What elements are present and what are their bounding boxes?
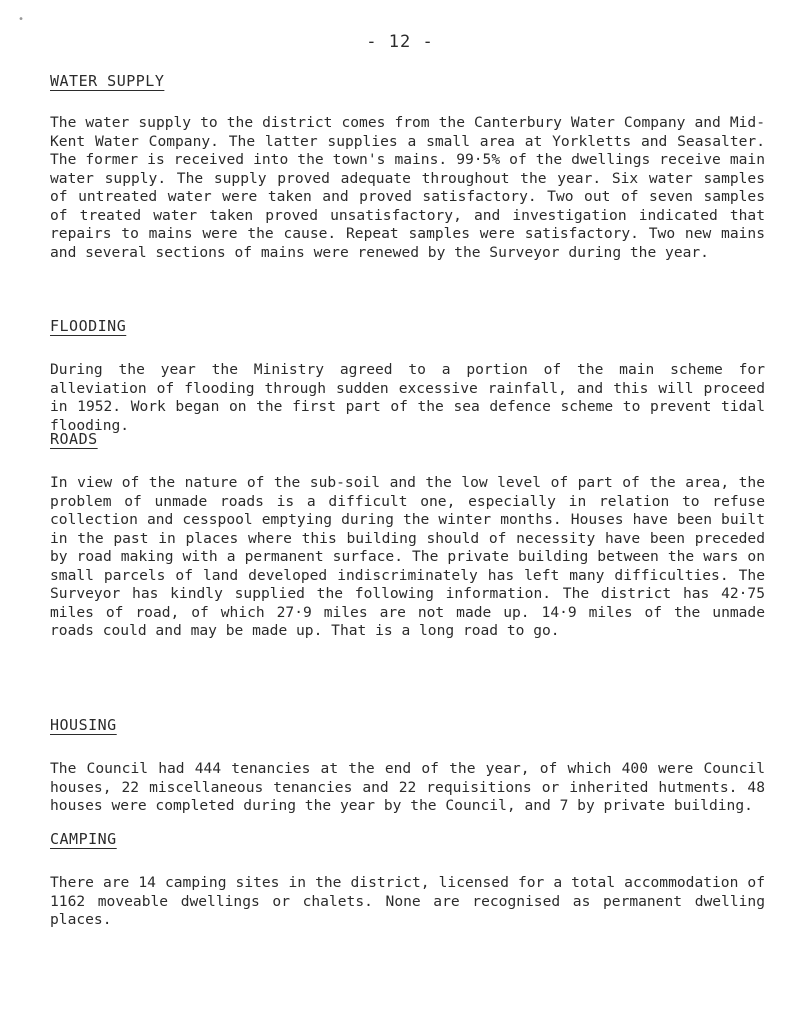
paragraph-flooding: During the year the Ministry agreed to a portion of the main scheme for alleviation of flooding through sudden excessive rainfall, and this will proceed in 1952. Work began on the first part of the sea defence scheme to prevent tidal flooding. (50, 361, 765, 434)
section-water-supply (50, 72, 765, 262)
section-camping (50, 830, 765, 930)
heading-water-supply: WATER SUPPLY (50, 72, 165, 90)
paragraph-roads: In view of the nature of the sub-soil and the low level of part of the area, the problem of unmade roads is a difficult one, especially in relation to refuse collection and cesspool emptying during the winter months. Houses have been built in the past in places where this building should of necessity have been preceded by road making with a permanent surface. The private building between the wars on small parcels of land developed indiscriminately has left many difficulties. The Surveyor has kindly supplied the following information. The district has 42·75 miles of road, of which 27·9 miles are not made up. 14·9 miles of the unmade roads could and may be made up. That is a long road to go. (50, 474, 765, 639)
paragraph-housing: The Council had 444 tenancies at the end of the year, of which 400 were Council houses, 22 miscellaneous tenancies and 22 requisitions or inherited hutments. 48 houses were completed during the year by the Council, and 7 by private building. (50, 760, 765, 814)
heading-camping: CAMPING (50, 830, 117, 848)
heading-housing: HOUSING (50, 716, 117, 734)
section-housing (50, 716, 765, 816)
scan-speck: • (18, 14, 25, 25)
paragraph-water-supply: The water supply to the district comes from the Canterbury Water Company and Mid-Kent Water Company. The latter supplies a small area at Yorkletts and Seasalter. The former is received into the town's mains. 99·5% of the dwellings receive main water supply. The supply proved adequate throughout the year. Six water samples of untreated water were taken and proved satisfactory. Two out of seven samples of treated water taken proved unsatisfactory, and investigation indicated that repairs to mains were the cause. Repeat samples were satisfactory. Two new mains and several sections of mains were renewed by the Surveyor during the year. (50, 114, 765, 261)
section-roads (50, 430, 765, 641)
section-flooding (50, 317, 765, 435)
heading-roads: ROADS (50, 430, 98, 448)
heading-flooding: FLOODING (50, 317, 127, 335)
paragraph-camping: There are 14 camping sites in the district, licensed for a total accommodation of 1162 moveable dwellings or chalets. None are recognised as permanent dwelling places. (50, 874, 765, 928)
page-number: - 12 - (366, 32, 434, 52)
